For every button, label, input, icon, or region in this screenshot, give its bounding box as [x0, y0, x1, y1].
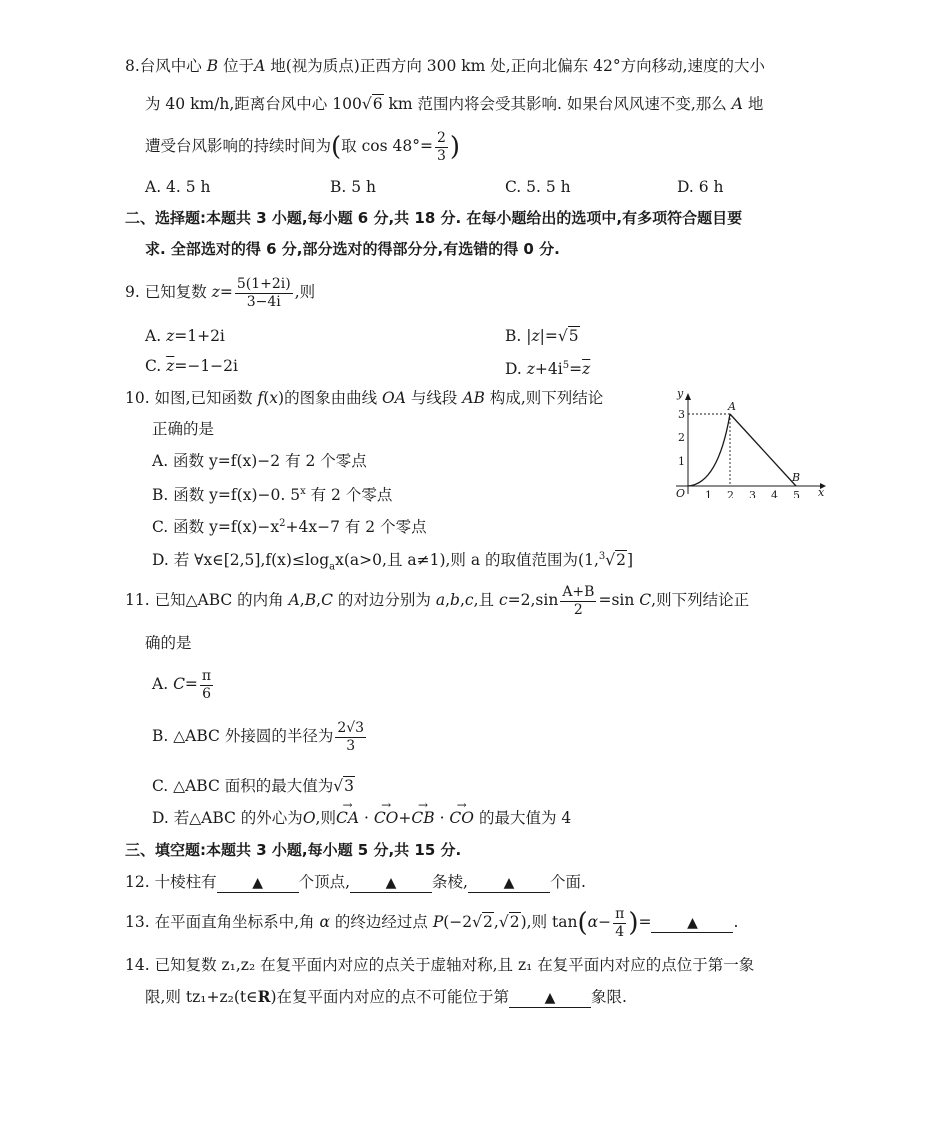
- q9-option-c: C. $\overline{z}=-1-2i$: [145, 357, 238, 375]
- point-b-label: B: [792, 471, 801, 484]
- q8-option-a: A. 4. 5 h: [145, 178, 211, 196]
- x-tick-4: 4: [771, 489, 778, 498]
- section2-heading-line1: 二、选择题:本题共 3 小题,每小题 6 分,共 18 分. 在每小题给出的选项中,有多项符合题目要: [125, 209, 743, 227]
- function-graph: [668, 386, 828, 498]
- q12-blank-faces[interactable]: ▲: [468, 874, 550, 893]
- section2-heading-line2: 求. 全部选对的得 6 分,部分选对的得部分分,有选错的得 0 分.: [145, 240, 560, 258]
- q8-line3: 遭受台风影响的持续时间为(取 cos 48°= $\frac{2}{3}$ ): [145, 129, 461, 164]
- x-tick-3: 3: [749, 489, 756, 498]
- q11-option-d: D. 若△ABC 的外心为O,则→ CA · → CO+→ CB · → CO 的最大值为 4: [152, 808, 571, 828]
- q9-option-d: D. $z+4i^5=\overline{z}$: [505, 360, 591, 379]
- q11-option-b: B. △ABC 外接圆的半径为 $\frac{2√3}{3}$: [152, 719, 365, 754]
- x-axis-label: x: [818, 486, 825, 498]
- x-tick-1: 1: [705, 489, 712, 498]
- q12-line: 12. 十棱柱有 ▲ 个顶点, ▲ 条棱, ▲ 个面.: [125, 873, 586, 891]
- origin-label: O: [676, 487, 686, 498]
- point-a-label: A: [728, 400, 736, 413]
- q13-blank[interactable]: ▲: [651, 914, 733, 933]
- q11-line2: 确的是: [145, 634, 192, 652]
- q10-option-a: A. 函数 y=f(x)−2 有 2 个零点: [152, 452, 367, 470]
- q9-stem: 9. 已知复数 z= $\frac{5(1+2i)}{3-4i}$ ,则: [125, 275, 316, 310]
- segment-ab: [730, 414, 796, 486]
- q14-line1: 14. 已知复数 z₁,z₂ 在复平面内对应的点关于虚轴对称,且 z₁ 在复平面内对应的点位于第一象: [125, 956, 755, 974]
- section3-heading: 三、填空题:本题共 3 小题,每小题 5 分,共 15 分.: [125, 841, 462, 859]
- q10-line2: 正确的是: [152, 420, 215, 438]
- q8-option-c: C. 5. 5 h: [505, 178, 571, 196]
- q10-option-d: D. 若 $\forall x\in[2,5],f(x)\le\log_ax(a>0$,且 a≠1),则 a 的取值范围为(1,$^3$√2]: [152, 551, 634, 573]
- q8-line2: 为 40 km/h,距离台风中心 100√6 km 范围内将会受其影响. 如果台风风速不变,那么 A 地: [145, 95, 764, 113]
- y-axis-label: y: [677, 387, 684, 400]
- q14-line2: 限,则 tz₁+z₂(t∈R)在复平面内对应的点不可能位于第 ▲ 象限.: [145, 987, 627, 1006]
- y-tick-1: 1: [678, 455, 685, 468]
- q11-line1: 11. 已知△ABC 的内角 A,B,C 的对边分别为 a,b,c,且 c=2,sin $\frac{A+B}{2}$ =sin C,则下列结论正: [125, 583, 750, 618]
- q12-blank-vertices[interactable]: ▲: [217, 874, 299, 893]
- curve-oa: [688, 414, 730, 486]
- y-tick-2: 2: [678, 431, 685, 444]
- y-tick-3: 3: [678, 408, 685, 421]
- q10-option-b: B. 函数 y=f(x)−0. 5$^x$ 有 2 个零点: [152, 486, 393, 505]
- q11-option-c: C. △ABC 面积的最大值为√3: [152, 777, 355, 795]
- q13-line: 13. 在平面直角坐标系中,角 α 的终边经过点 P(−2√2,√2),则 tan(α− $\frac{\pi}{4}$ )= ▲ .: [125, 905, 739, 940]
- q8-option-b: B. 5 h: [330, 178, 377, 196]
- q9-option-b: B. |z|=√5: [505, 327, 579, 345]
- q8-option-d: D. 6 h: [677, 178, 724, 196]
- x-tick-2: 2: [727, 489, 734, 498]
- q11-option-a: A. C= $\frac{\pi}{6}$: [152, 667, 212, 702]
- q9-option-a: A. z=1+2i: [145, 327, 225, 345]
- q10-line1: 10. 如图,已知函数 f(x)的图象由曲线 OA 与线段 AB 构成,则下列结论: [125, 389, 604, 407]
- q8-line1: 8.台风中心 B 位于A 地(视为质点)正西方向 300 km 处,正向北偏东 42°方向移动,速度的大小: [125, 57, 766, 75]
- q14-blank[interactable]: ▲: [509, 989, 591, 1008]
- q12-blank-edges[interactable]: ▲: [350, 874, 432, 893]
- x-tick-5: 5: [793, 489, 800, 498]
- y-axis-arrow: [685, 393, 691, 400]
- q10-option-c: C. 函数 $y=f(x)-x^2+4x-7$ 有 2 个零点: [152, 518, 427, 537]
